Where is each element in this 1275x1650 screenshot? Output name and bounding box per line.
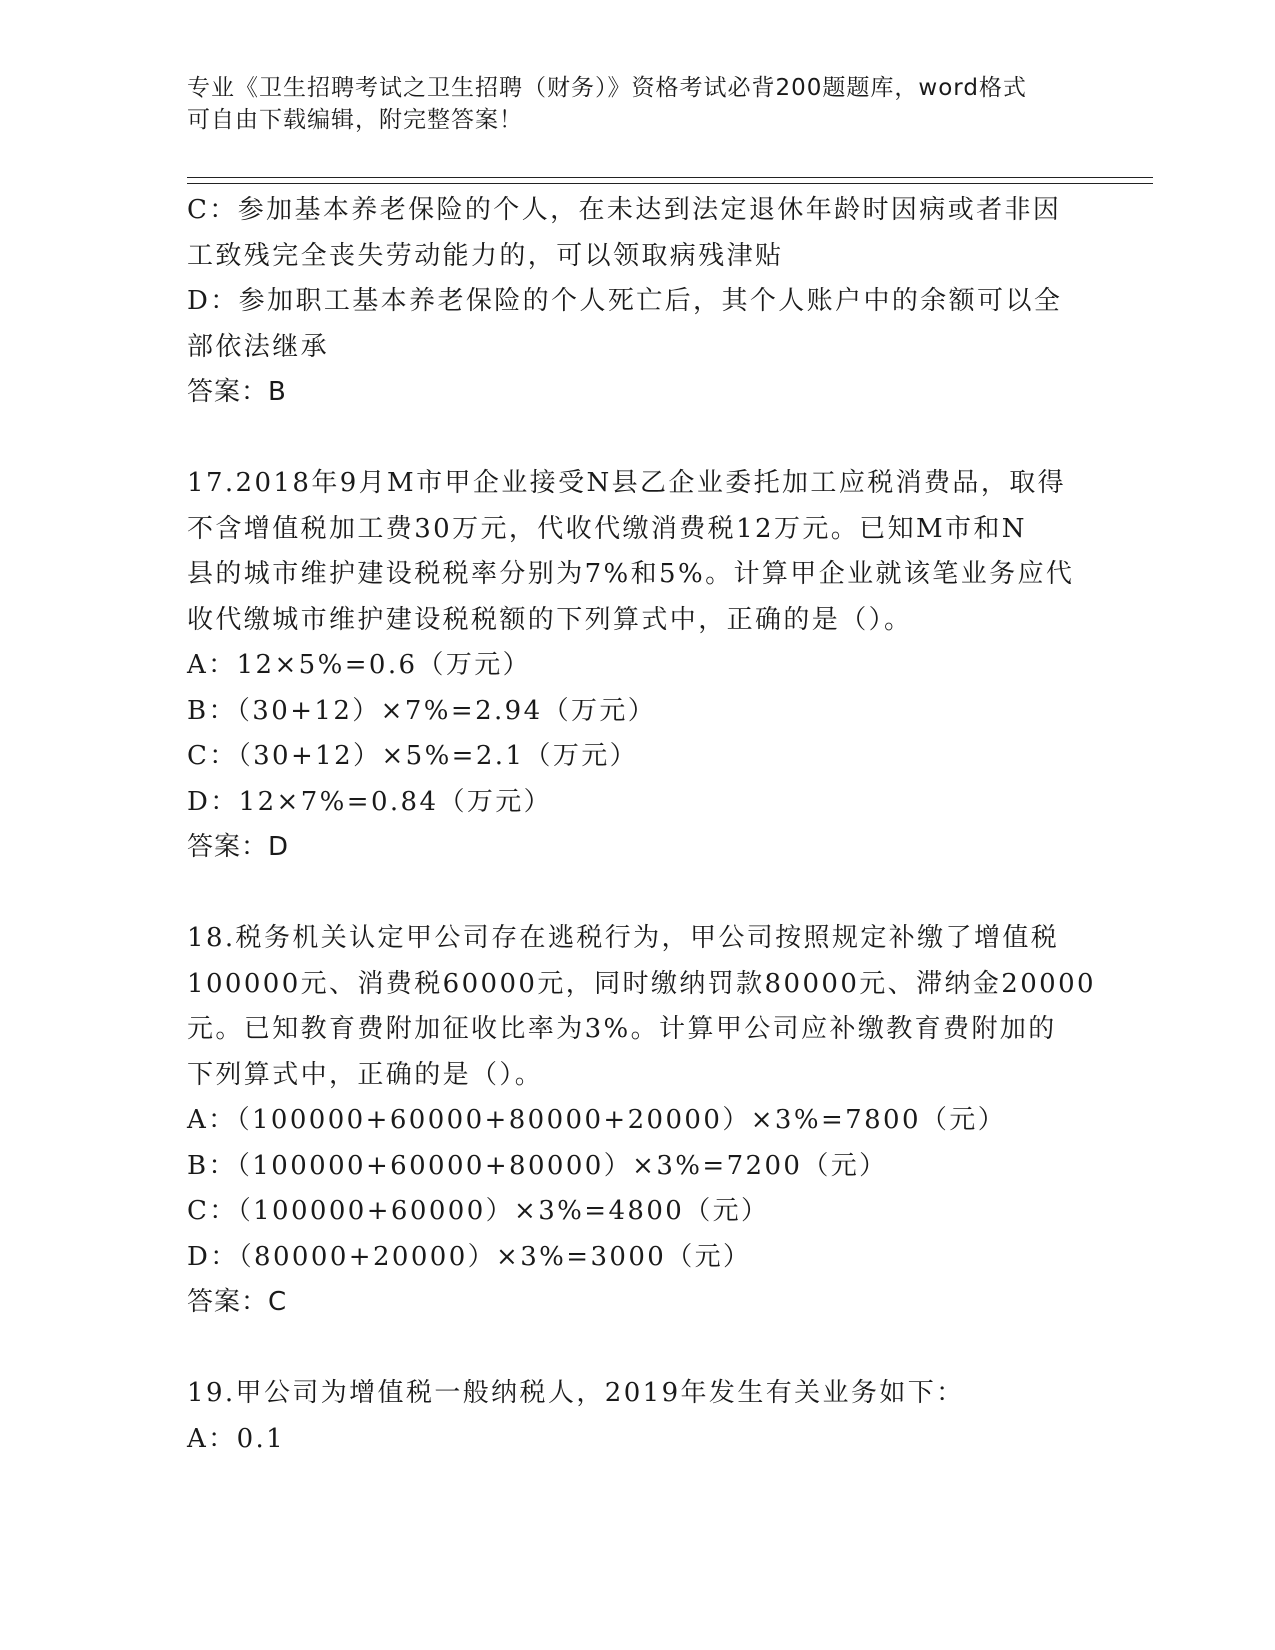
q16-answer: 答案：B (187, 377, 287, 407)
q17-stem-line-4: 收代缴城市维护建设税税额的下列算式中，正确的是（）。 (187, 604, 913, 635)
spacer (187, 416, 1087, 462)
q17-option-b: B：（30+12）×7%=2.94（万元） (187, 695, 657, 726)
header-line-2: 可自由下载编辑，附完整答案！ (187, 107, 523, 133)
q16-option-d-line-1: D：参加职工基本养老保险的个人死亡后，其个人账户中的余额可以全 (187, 286, 1063, 316)
q17-option-c: C：（30+12）×5%=2.1（万元） (187, 741, 639, 771)
q17-stem-line-3: 县的城市维护建设税税率分别为7%和5%。计算甲企业就该笔业务应代 (187, 559, 1075, 589)
q19-option-a: A：0.1 (187, 1423, 286, 1454)
q17-stem-line-2: 不含增值税加工费30万元，代收代缴消费税12万元。已知M市和N (187, 513, 1027, 544)
q18-option-c: C：（100000+60000）×3%=4800（元） (187, 1196, 770, 1226)
q17-answer: 答案：D (187, 832, 290, 862)
q16-option-d-line-2: 部依法继承 (187, 331, 330, 362)
header-divider-bottom (187, 183, 1153, 184)
q18-option-a: A：（100000+60000+80000+20000）×3%=7800（元） (187, 1105, 1007, 1135)
q18-stem-line-3: 元。已知教育费附加征收比率为3%。计算甲公司应补缴教育费附加的 (187, 1014, 1057, 1044)
q19-stem-line-1: 19.甲公司为增值税一般纳税人，2019年发生有关业务如下： (187, 1378, 965, 1408)
q18-option-d: D：（80000+20000）×3%=3000（元） (187, 1241, 752, 1272)
q18-stem-line-2: 100000元、消费税60000元，同时缴纳罚款80000元、滞纳金20000 (187, 968, 1096, 999)
spacer (187, 871, 1087, 917)
header-line-1: 专业《卫生招聘考试之卫生招聘（财务）》资格考试必背200题题库，word格式 (187, 75, 1027, 101)
q17-stem-line-1: 17.2018年9月M市甲企业接受N县乙企业委托加工应税消费品，取得 (187, 468, 1067, 498)
q18-stem-line-1: 18.税务机关认定甲公司存在逃税行为，甲公司按照规定补缴了增值税 (187, 923, 1060, 953)
q18-stem-line-4: 下列算式中，正确的是（）。 (187, 1059, 544, 1090)
header-divider-top (187, 177, 1153, 178)
q18-option-b: B：（100000+60000+80000）×3%=7200（元） (187, 1150, 888, 1181)
document-header (187, 72, 1067, 136)
q18-answer: 答案：C (187, 1287, 288, 1317)
q16-option-c-line-2: 工致残完全丧失劳动能力的，可以领取病残津贴 (187, 240, 784, 271)
q17-option-d: D：12×7%=0.84（万元） (187, 786, 553, 817)
q16-option-c-line-1: C：参加基本养老保险的个人，在未达到法定退休年龄时因病或者非因 (187, 195, 1062, 225)
spacer (187, 1326, 1087, 1372)
document-body (187, 188, 1096, 1462)
q17-option-a: A：12×5%=0.6（万元） (187, 650, 532, 680)
